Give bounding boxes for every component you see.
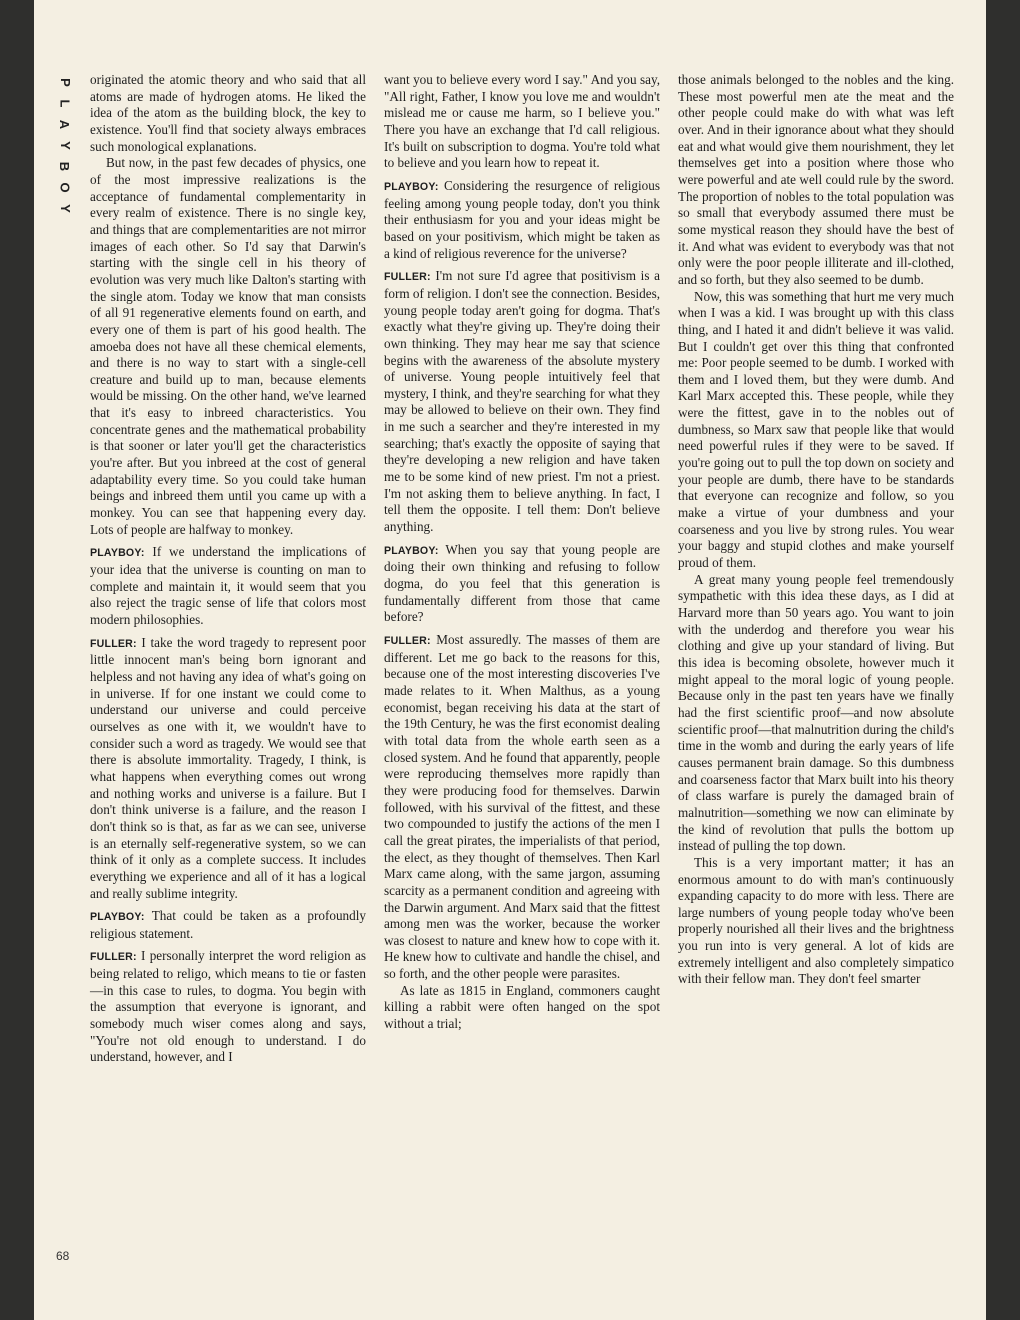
logo-letter: L (57, 99, 73, 108)
article-paragraph (678, 572, 954, 855)
speaker-label: FULLER: (384, 635, 431, 647)
speaker-label: FULLER: (384, 271, 431, 284)
article-paragraph (384, 542, 660, 626)
page-number: 68 (56, 1249, 70, 1263)
article-paragraph (90, 948, 366, 1066)
paragraph-text: As late as 1815 in England, commoners caught killing a rabbit were often hanged on the spot without a trial; (384, 982, 660, 1032)
speaker-label: PLAYBOY: (90, 547, 145, 560)
speaker-label: FULLER: (90, 951, 137, 964)
text-column-3 (678, 72, 954, 988)
paragraph-text: If we understand the implications of your idea that the universe is counting on man to complete and maintain it, it would seem that you also reject the tragic sense of life that colors most modern philosophies. (90, 544, 366, 627)
text-column-2 (384, 72, 660, 1033)
article-paragraph (384, 983, 660, 1033)
paragraph-text: That could be taken as a profoundly religious statement. (90, 908, 366, 941)
article-paragraph (384, 178, 660, 262)
speaker-label: PLAYBOY: (90, 911, 145, 924)
article-paragraph (384, 268, 660, 536)
logo-letter: A (57, 119, 73, 130)
article-paragraph (384, 632, 660, 983)
paragraph-text: I personally interpret the word religion as being related to religo, which means to tie or fasten—in this case to rules, to dogma. You begin with the assumption that everyone is ignorant, and somebody much wiser comes along and says, "You're not old enough to understand. I do understand, however, and I (90, 948, 366, 1065)
paragraph-text: originated the atomic theory and who said that all atoms are made of hydrogen atoms. He liked the idea of the atom as the building block, the key to existence. You'll find that society always embraces such monological explanations. (90, 72, 366, 154)
magazine-page (34, 0, 986, 1320)
paragraph-text: Considering the resurgence of religious feeling among young people today, don't you think their enthusiasm for you and your ideas might be based on your positivism, which might be taken as a kind of religious reverence for the universe? (384, 177, 660, 261)
article-paragraph (90, 544, 366, 628)
text-column-1 (90, 72, 366, 1066)
article-paragraph (90, 155, 366, 538)
paragraph-text: When you say that young people are doing their own thinking and refusing to follow dogma, do you feel that this generation is fundamentally different from those that came before? (384, 541, 660, 625)
article-paragraph (678, 855, 954, 988)
logo-letter: Y (57, 141, 73, 150)
paragraph-text: This is a very important matter; it has an enormous amount to do with man's continuously expanding capacity to do more with less. There are large numbers of young people today who've been properly nourished all their lives and the brightness you run into is very general. A lot of kids are extremely intelligent and also completely simpatico with their fellow man. They don't feel smarter (678, 854, 954, 987)
logo-letter: B (57, 161, 73, 172)
logo-letter: P (57, 78, 73, 87)
playboy-vertical-logo (56, 72, 74, 219)
paragraph-text: I'm not sure I'd agree that positivism is a form of religion. I don't see the connection. Besides, young people today aren't going for dogma. That's exactly what they're giving up. They're doing their own thinking. They may hear me say that science begins with the awareness of the absolute mystery of universe. Young people intuitively feel that mystery, I think, and they're searching for what they may be allowed to believe on their own. They find in me such a searcher and they're interested in my searching; that's exactly the opposite of saying that they're developing a new religion and have taken me to be some kind of new priest. I'm not a priest. I'm not asking them to believe anything. In fact, I tell them the opposite. I tell them: Don't believe anything. (384, 268, 660, 535)
speaker-label: PLAYBOY: (384, 544, 439, 557)
article-paragraph (384, 72, 660, 172)
logo-letter: O (57, 182, 73, 193)
paragraph-text: Now, this was something that hurt me very much when I was a kid. I was brought up with this class thing, and I hated it and didn't believe it was valid. But I couldn't get over this thing that confronted me: Poor people seemed to be dumb. I worked with them and I loved them, but they were dumb. And Karl Marx accepted this. These people, while they were the fittest, gave in to the nobles out of dumbness, so Marx saw that people like that would need powerful rules if they were to be saved. If you're going out to pull the top down on society and your people are dumb, there have to be standards that everyone can recognize and follow, so you make a virtue of your dumbness and your coarseness and you live by strong rules. You wear your baggy and stupid clothes and make yourself proud of them. (678, 288, 954, 571)
article-paragraph (90, 72, 366, 155)
paragraph-text: want you to believe every word I say." And you say, "All right, Father, I know you love me and wouldn't mislead me or cause me harm, so I believe you." There you have an exchange that I'd call religious. It's built on subscription to dogma. You're told what to believe and you learn how to repeat it. (384, 72, 660, 171)
speaker-label: PLAYBOY: (384, 180, 439, 193)
article-paragraph (90, 635, 366, 903)
paragraph-text: But now, in the past few decades of physics, one of the most impressive realizations is the acceptance of fundamental complementarity in every realm of existence. There is no single key, and things that are complementarities are not mirror images of each other. So I'd say that Darwin's starting with the single cell in his theory of evolution was very much like Dalton's starting with the single atom. Today we know that man consists of all 91 regenerative elements found on earth, and every one of them is part of his good health. The amoeba does not have all these chemical elements, and there is no way to start with a single-cell creature and build up to man, because elements would be missing. On the other hand, we've learned that it's easy to inbreed characteristics. You concentrate genes and the mathematical probability is that sooner or later you'll get the characteristics you're after. But you inbreed at the cost of general adaptability every time. So you could take human beings and inbreed them until you came up with a monkey. You can see that happening every day. Lots of people are halfway to monkey. (90, 155, 366, 537)
article-paragraph (678, 72, 954, 289)
paragraph-text: I take the word tragedy to represent poor little innocent man's being born ignorant and helpless and not having any idea of what's going on in universe. If for one instant we could come to understand our universe and could perceive ourselves as one with it, we wouldn't have to consider such a word as tragedy. We would see that there is absolute immortality. Tragedy, I think, is what happens when everything comes out wrong and nothing works and universe is a failure. But I don't think universe is a failure, and the reason I don't think so is that, as far as we can see, universe is an eternally self-regenerative system, so we can think of it only as a complete success. It includes everything we experience and all of it has a logical and really sublime integrity. (90, 634, 366, 901)
paragraph-text: A great many young people feel tremendously sympathetic with this idea these days, as I did at Harvard more than 50 years ago. You want to join with the underdog and therefore you wear his clothing and give up your standard of living. But this idea is becoming obsolete, however much it might appeal to the moral logic of young people. Because only in the past ten years have we finally had the first scientific proof—and now absolute scientific proof—that malnutrition during the child's time in the womb and during the early years of life causes permanent brain damage. So this dumbness and coarseness factor that Marx built into his theory of class warfare is purely the damaged brain of malnutrition—something we now can eliminate by the kind of revolution that pulls the bottom up instead of pulling the top down. (678, 571, 954, 854)
paragraph-text: those animals belonged to the nobles and the king. These most powerful men ate the meat and the other people could make do with what was left over. And in their ignorance about what they should eat and what would give them nourishment, they let themselves get into a position where those who were powerful and ate well could rule by the sword. The proportion of nobles to the total population was so small that everybody assumed there must be some mystical reason they should have the best of it. And what was evident to everybody was that not only were the poor people illiterate and ill-clothed, and so forth, but they also seemed to be dumb. (678, 72, 954, 287)
article-paragraph (678, 289, 954, 572)
logo-letter: Y (57, 204, 73, 213)
speaker-label: FULLER: (90, 637, 137, 650)
article-paragraph (90, 908, 366, 942)
paragraph-text: Most assuredly. The masses of them are different. Let me go back to the reasons for this, because one of the most interesting discoveries I've made relates to it. When Malthus, as a young economist, began receiving his data at the start of the 19th Century, he was the first economist dealing with total data from the whole earth seen as a closed system. And he found that apparently, people were reproducing themselves more rapidly than they were producing food for themselves. Darwin followed, with his survival of the fittest, and these two compounded to justify the actions of the men I call the great pirates, the imperialists of that period, the elect, as they thought of themselves. Then Karl Marx came along, with the same jargon, assuming scarcity as a permanent condition and agreeing with the Darwin argument. And Marx said that the fittest among men was the worker, because the worker was closest to nature and knew how to cope with it. He knew how to cultivate and handle the chisel, and so forth, and the other people were parasites. (384, 632, 660, 982)
